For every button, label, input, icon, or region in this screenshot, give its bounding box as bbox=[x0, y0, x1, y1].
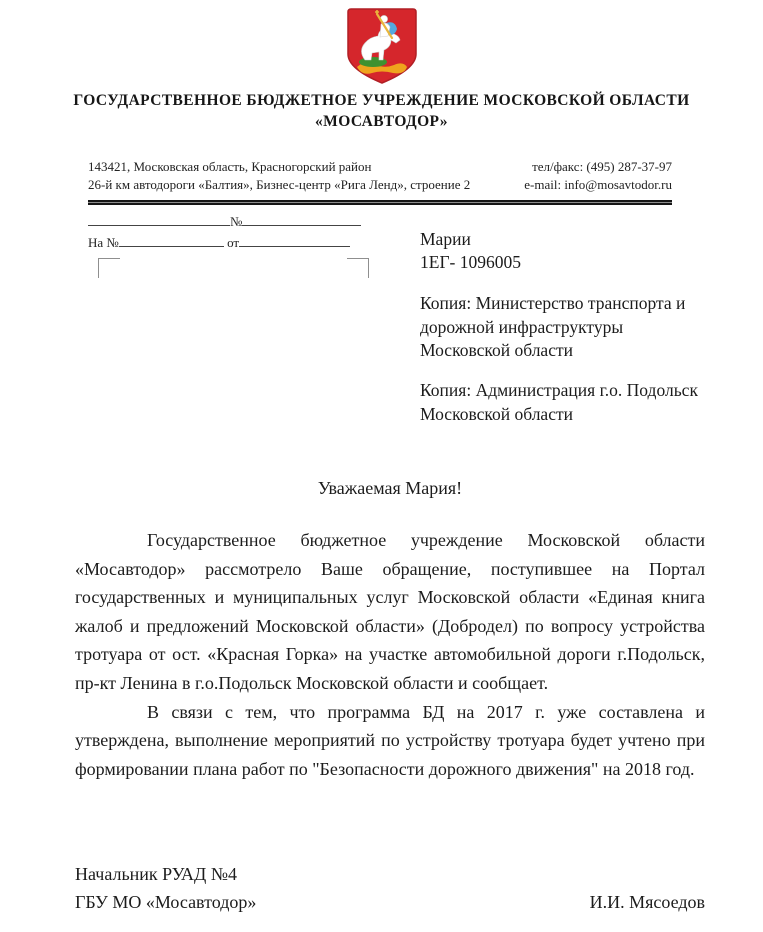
org-address-line2: 26-й км автодороги «Балтия», Бизнес-центр «Рига Ленд», строение 2 bbox=[88, 176, 471, 192]
left-corner-mark bbox=[98, 258, 120, 278]
copy1-line3: Московской области bbox=[420, 340, 573, 360]
reply-number-blank-line bbox=[119, 233, 224, 247]
header-divider-rule bbox=[88, 200, 672, 205]
letter-body bbox=[75, 526, 705, 783]
copy1-line1: Копия: Министерство транспорта и bbox=[420, 293, 686, 313]
right-corner-mark bbox=[347, 258, 369, 278]
signature-position-line2: ГБУ МО «Мосавтодор» bbox=[75, 892, 257, 912]
copy-recipient-2 bbox=[420, 379, 698, 426]
reply-label: На № bbox=[88, 235, 119, 250]
date-label: от bbox=[227, 235, 240, 250]
org-contacts bbox=[524, 158, 672, 193]
salutation: Уважаемая Мария! bbox=[317, 478, 463, 498]
body-paragraph-1: Государственное бюджетное учреждение Московской области «Мосавтодор» рассмотрело Ваше обращение, поступившее на Портал государственных и муниципальных услуг Московской области «Единая книга жалоб и предложений Московской области» (Добродел) по вопросу устройства тротуара от ост. «Красная Горка» на участке автомобильной дороги г.Подольск, пр-кт Ленина в г.о.Подольск Московской области и сообщает. bbox=[75, 530, 705, 693]
outgoing-number-line bbox=[88, 211, 368, 232]
org-email: e-mail: info@mosavtodor.ru bbox=[524, 176, 672, 192]
signature-position-line1: Начальник РУАД №4 bbox=[75, 864, 237, 884]
org-address bbox=[88, 158, 470, 193]
number-blank-line bbox=[242, 212, 361, 226]
addressee-name: Марии bbox=[420, 229, 471, 249]
copy1-line2: дорожной инфраструктуры bbox=[420, 316, 624, 337]
header-contact-info bbox=[88, 158, 672, 193]
signature-position bbox=[75, 860, 256, 916]
addressee-block bbox=[420, 228, 521, 274]
moscow-oblast-coat-of-arms-icon bbox=[344, 6, 420, 86]
signature-name: И.И. Мясоедов bbox=[589, 892, 705, 912]
org-title-line1: ГОСУДАРСТВЕННОЕ БЮДЖЕТНОЕ УЧРЕЖДЕНИЕ МОСКОВСКОЙ ОБЛАСТИ bbox=[73, 92, 690, 109]
date-blank-line bbox=[88, 212, 230, 226]
copy-recipient-1 bbox=[420, 292, 685, 363]
body-paragraph-2: В связи с тем, что программа БД на 2017 г. уже составлена и утверждена, выполнение мероприятий по устройству тротуара будет учтено при формировании плана работ по "Безопасности дорожного движения" на 2018 год. bbox=[75, 701, 705, 779]
reply-number-line bbox=[88, 232, 368, 253]
signature-block bbox=[75, 860, 705, 916]
reply-date-blank-line bbox=[239, 233, 350, 247]
org-title bbox=[0, 90, 763, 132]
org-title-line2: «МОСАВТОДОР» bbox=[315, 113, 448, 130]
org-phone: тел/факс: (495) 287-37-97 bbox=[532, 159, 672, 174]
org-address-line1: 143421, Московская область, Красногорский район bbox=[88, 159, 372, 174]
number-label: № bbox=[230, 214, 243, 229]
reference-block bbox=[88, 211, 368, 253]
addressee-case-number: 1ЕГ- 1096005 bbox=[420, 252, 522, 272]
copy2-line1: Копия: Администрация г.о. Подольск bbox=[420, 380, 698, 400]
copy2-line2: Московской области bbox=[420, 403, 573, 424]
